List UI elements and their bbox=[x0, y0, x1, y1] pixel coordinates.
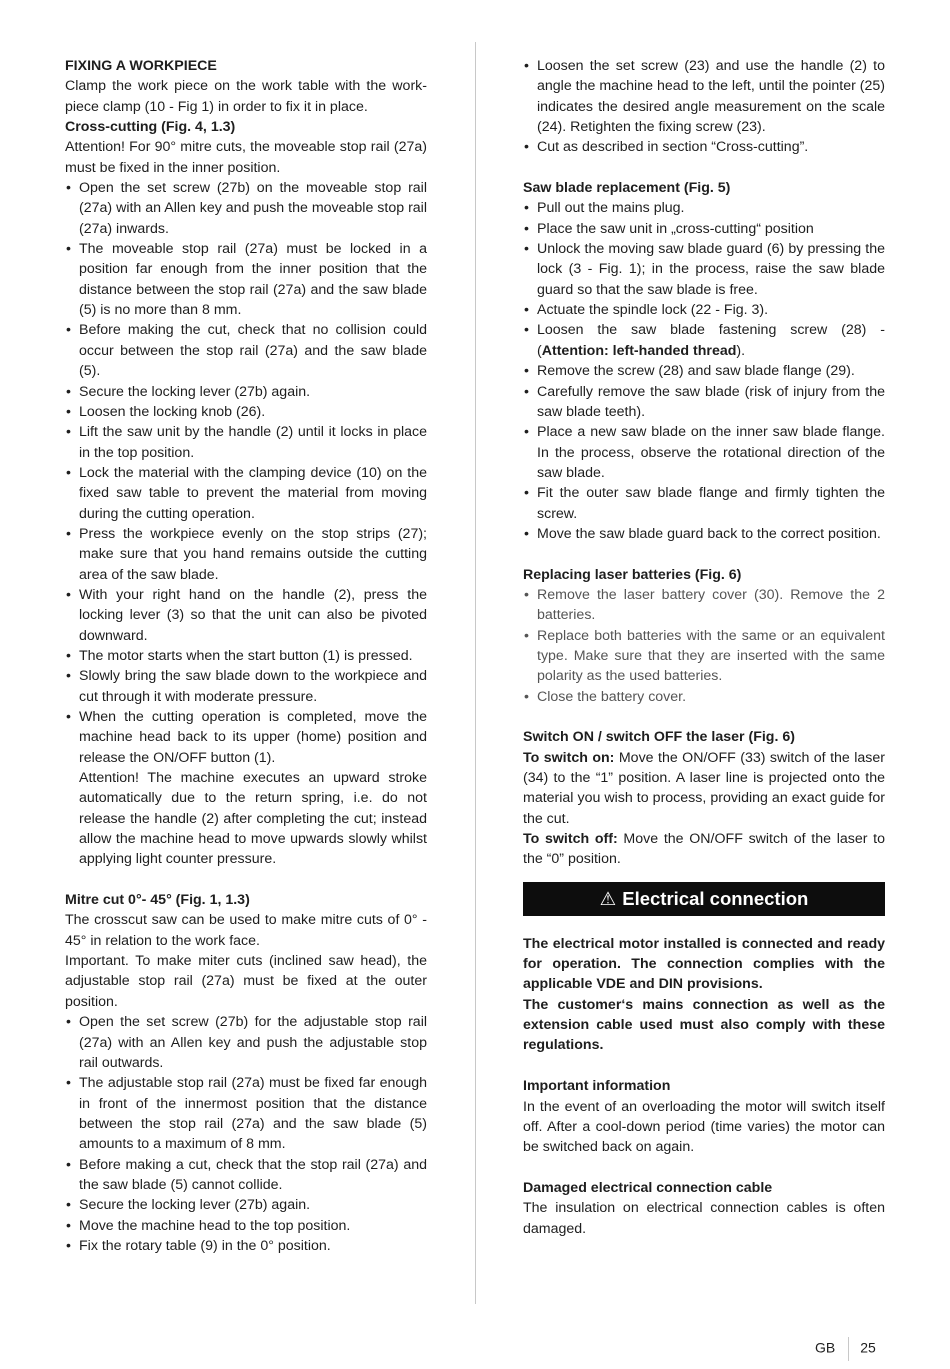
cross-cutting-attention: Attention! The machine executes an upward stroke automatically due to the return spring, i.e. do not release the handle (2) after completing the cut; instead allow the machine head to move upwards slowly whilst applying light counter pressure. bbox=[79, 770, 427, 868]
left-column bbox=[65, 56, 427, 1256]
damaged-cable-heading: Damaged electrical connection cable bbox=[523, 1179, 773, 1196]
list-item: • Loosen the set screw (23) and use the handle (2) to angle the machine head to the left, until the pointer (25) indicates the desired angle measurement on the scale (24). Retighten the fixing screw (23). bbox=[523, 56, 885, 137]
switch-on-text: Move the ON/OFF (33) switch of the laser (34) to the “1” position. A laser line is projected onto the material you wish to process, providing an exact guide for the cut. bbox=[523, 749, 885, 827]
fixing-text: Clamp the work piece on the work table with the work-piece clamp (10 - Fig 1) in order to fix it in place. bbox=[65, 78, 427, 115]
important-info-text: In the event of an overloading the motor will switch itself off. After a cool-down period (time varies) the motor can be switched back on again. bbox=[523, 1098, 885, 1156]
list-item: • Before making the cut, check that no collision could occur between the stop rail (27a) and the saw blade (5). bbox=[65, 320, 427, 381]
cross-cutting-list bbox=[65, 178, 427, 768]
electrical-text-2: The customer‘s mains connection as well as the extension cable used must also comply with these regulations. bbox=[523, 996, 885, 1054]
list-item: • Secure the locking lever (27b) again. bbox=[65, 382, 427, 402]
page-footer bbox=[815, 1337, 876, 1361]
laser-switch-heading: Switch ON / switch OFF the laser (Fig. 6) bbox=[523, 729, 795, 746]
screw-text-end: ). bbox=[736, 342, 746, 359]
list-item: • Slowly bring the saw blade down to the workpiece and cut through it with moderate pressure. bbox=[65, 666, 427, 707]
page-number: 25 bbox=[860, 1339, 876, 1356]
list-item: • Pull out the mains plug. bbox=[523, 198, 885, 218]
list-item: • Replace both batteries with the same or an equivalent type. Make sure that they are inserted with the same polarity as the used batteries. bbox=[523, 626, 885, 687]
list-item: • When the cutting operation is completed, move the machine head back to its upper (home) position and release the ON/OFF button (1). bbox=[65, 707, 427, 768]
mitre-cut-important: Important. To make miter cuts (inclined saw head), the adjustable stop rail (27a) must be fixed at the outer position. bbox=[65, 953, 427, 1010]
mitre-cut-continued-list bbox=[523, 56, 885, 158]
switch-off-text: Move the ON/OFF switch of the laser to the “0” position. bbox=[523, 831, 885, 868]
list-item: • Cut as described in section “Cross-cutting”. bbox=[523, 137, 885, 157]
list-item: • Loosen the locking knob (26). bbox=[65, 402, 427, 422]
language-code: GB bbox=[815, 1339, 836, 1356]
list-item: • Place the saw unit in „cross-cutting“ position bbox=[523, 219, 885, 239]
right-column bbox=[523, 56, 885, 1239]
damaged-cable-text: The insulation on electrical connection cables is often damaged. bbox=[523, 1200, 885, 1237]
mitre-cut-list bbox=[65, 1012, 427, 1256]
list-item: • Close the battery cover. bbox=[523, 687, 885, 707]
list-item: • With your right hand on the handle (2), press the locking lever (3) so that the unit can also be pivoted downward. bbox=[65, 585, 427, 646]
list-item bbox=[523, 320, 885, 361]
warning-icon: ⚠ bbox=[599, 887, 617, 909]
list-item: • Open the set screw (27b) for the adjustable stop rail (27a) with an Allen key and push the adjustable stop rail outwards. bbox=[65, 1012, 427, 1073]
list-item: • Unlock the moving saw blade guard (6) by pressing the lock (3 - Fig. 1); in the process, raise the saw blade guard so that the saw blade is free. bbox=[523, 239, 885, 300]
saw-blade-list bbox=[523, 198, 885, 544]
screw-text: Loosen the saw blade fastening screw (28) - ( bbox=[537, 322, 885, 359]
important-info-heading: Important information bbox=[523, 1078, 671, 1095]
list-item: • Move the saw blade guard back to the correct position. bbox=[523, 524, 885, 544]
list-item: • Press the workpiece evenly on the stop strips (27); make sure that you hand remains outside the cutting area of the saw blade. bbox=[65, 524, 427, 585]
fixing-heading: FIXING A WORKPIECE bbox=[65, 58, 217, 74]
list-item: • Carefully remove the saw blade (risk of injury from the saw blade teeth). bbox=[523, 382, 885, 423]
list-item: • Fit the outer saw blade flange and firmly tighten the screw. bbox=[523, 483, 885, 524]
cross-cutting-heading: Cross-cutting (Fig. 4, 1.3) bbox=[65, 119, 236, 136]
list-item: • Open the set screw (27b) on the moveable stop rail (27a) with an Allen key and push the moveable stop rail (27a) inwards. bbox=[65, 178, 427, 239]
laser-batteries-list bbox=[523, 585, 885, 707]
list-item: • Secure the locking lever (27b) again. bbox=[65, 1195, 427, 1215]
laser-switch-on bbox=[523, 748, 885, 829]
laser-switch-off bbox=[523, 829, 885, 870]
list-item: • Place a new saw blade on the inner saw blade flange. In the process, observe the rotational direction of the saw blade. bbox=[523, 422, 885, 483]
list-item: • The motor starts when the start button (1) is pressed. bbox=[65, 646, 427, 666]
electrical-text-1: The electrical motor installed is connected and ready for operation. The connection complies with the applicable VDE and DIN provisions. bbox=[523, 935, 885, 993]
switch-off-label: To switch off: bbox=[523, 831, 618, 848]
saw-blade-heading: Saw blade replacement (Fig. 5) bbox=[523, 180, 731, 197]
list-item: • The moveable stop rail (27a) must be locked in a position far enough from the inner position that the distance between the stop rail (27a) and the saw blade (5) is no more than 8 mm. bbox=[65, 239, 427, 320]
list-item: • Fix the rotary table (9) in the 0° position. bbox=[65, 1236, 427, 1256]
cross-cutting-intro: Attention! For 90° mitre cuts, the moveable stop rail (27a) must be fixed in the inner position. bbox=[65, 139, 427, 176]
list-item: • Actuate the spindle lock (22 - Fig. 3). bbox=[523, 300, 885, 320]
list-item: • Lift the saw unit by the handle (2) until it locks in place in the top position. bbox=[65, 422, 427, 463]
list-item: • Move the machine head to the top position. bbox=[65, 1216, 427, 1236]
mitre-cut-intro: The crosscut saw can be used to make mitre cuts of 0° - 45° in relation to the work face. bbox=[65, 912, 427, 949]
footer-divider bbox=[848, 1337, 849, 1361]
left-hand-thread-warning: Attention: left-handed thread bbox=[541, 342, 737, 359]
list-item: • Remove the screw (28) and saw blade flange (29). bbox=[523, 361, 885, 381]
list-item: • Remove the laser battery cover (30). Remove the 2 batteries. bbox=[523, 585, 885, 626]
banner-title: Electrical connection bbox=[622, 887, 809, 909]
column-divider bbox=[475, 42, 476, 1304]
list-item: • Before making a cut, check that the stop rail (27a) and the saw blade (5) cannot collide. bbox=[65, 1155, 427, 1196]
list-item: • Lock the material with the clamping device (10) on the fixed saw table to prevent the material from moving during the cutting operation. bbox=[65, 463, 427, 524]
mitre-cut-heading: Mitre cut 0°- 45° (Fig. 1, 1.3) bbox=[65, 892, 250, 909]
list-item: • The adjustable stop rail (27a) must be fixed far enough in front of the innermost position that the distance between the stop rail (27a) and the saw blade (5) amounts to a maximum of 8 mm. bbox=[65, 1073, 427, 1154]
switch-on-label: To switch on: bbox=[523, 749, 615, 766]
laser-batteries-heading: Replacing laser batteries (Fig. 6) bbox=[523, 566, 742, 583]
electrical-connection-banner bbox=[523, 882, 885, 916]
